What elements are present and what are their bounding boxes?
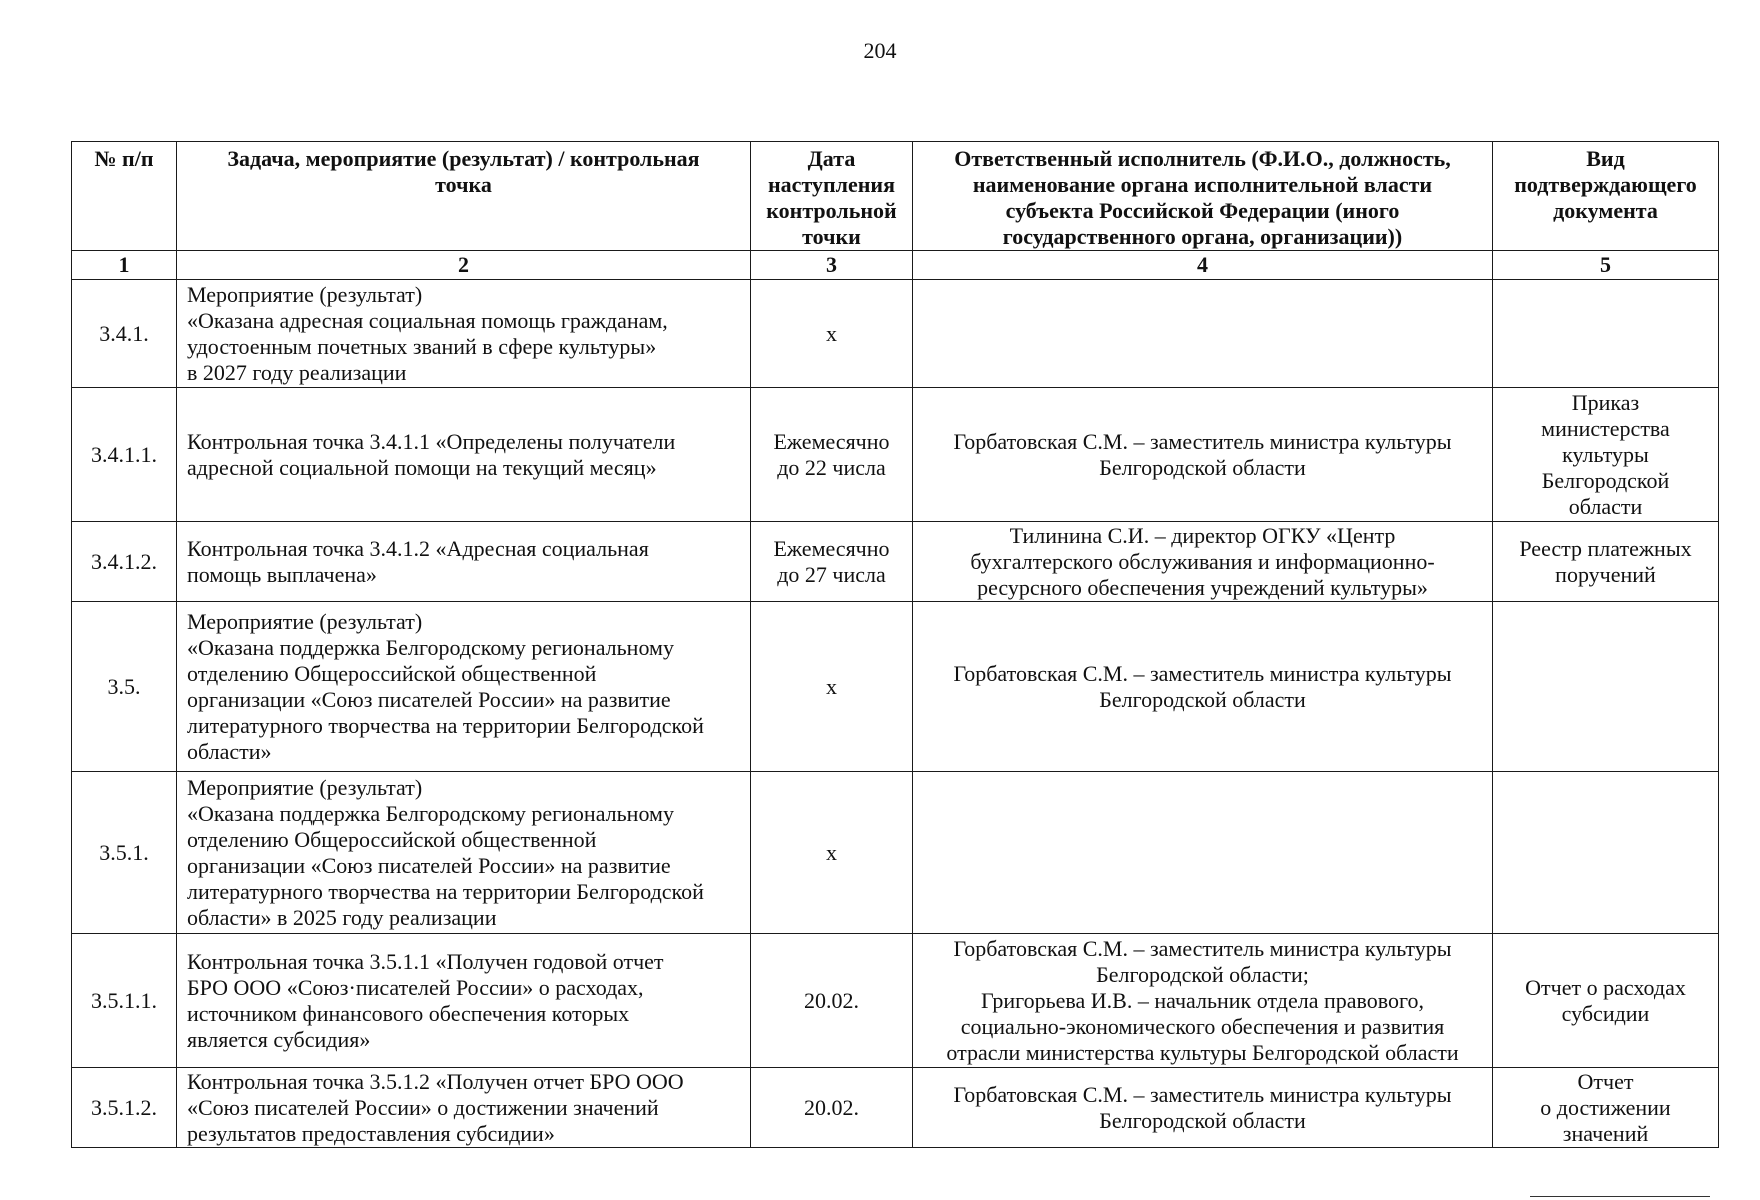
row-date: х	[751, 280, 913, 388]
row-number: 3.4.1.2.	[72, 522, 177, 602]
header-date: Дата наступления контрольной точки	[751, 142, 913, 251]
row-executor	[913, 934, 1493, 1068]
row-document-line: значений	[1562, 1120, 1649, 1146]
row-task-line: «Оказана поддержка Белгородскому региональному	[187, 634, 674, 660]
row-task	[177, 280, 751, 388]
table-body	[72, 280, 1719, 1148]
row-task-line: адресной социальной помощи на текущий месяц»	[187, 454, 657, 480]
row-task-line: Контрольная точка 3.4.1.2 «Адресная социальная	[187, 535, 649, 561]
row-document-line: области	[1568, 493, 1643, 519]
row-task-line: источником финансового обеспечения которых	[187, 1000, 630, 1026]
header-task: Задача, мероприятие (результат) / контрольная точка	[177, 142, 751, 251]
row-number: 3.4.1.	[72, 280, 177, 388]
row-executor	[913, 280, 1493, 388]
row-date: 20.02.	[751, 934, 913, 1068]
table-row	[72, 1068, 1719, 1148]
row-executor	[913, 602, 1493, 772]
table-row	[72, 522, 1719, 602]
row-task-line: «Оказана поддержка Белгородскому региональному	[187, 800, 674, 826]
row-executor-line: Горбатовская С.М. – заместитель министра культуры	[953, 935, 1452, 961]
row-number: 3.5.1.1.	[72, 934, 177, 1068]
row-date-line: Ежемесячно	[773, 535, 890, 561]
page-number: 204	[863, 38, 897, 63]
row-task	[177, 388, 751, 522]
row-task-line: удостоенным почетных званий в сфере культуры»	[187, 333, 657, 359]
row-number: 3.4.1.1.	[72, 388, 177, 522]
row-document-line: Белгородской	[1541, 467, 1670, 493]
row-task-line: Контрольная точка 3.5.1.1 «Получен годовой отчет	[187, 948, 664, 974]
row-document	[1493, 522, 1719, 602]
row-task	[177, 1068, 751, 1148]
row-task-line: «Союз писателей России» о достижении значений	[187, 1094, 659, 1120]
row-executor-line: бухгалтерского обслуживания и информационно-	[970, 548, 1435, 574]
row-task-line: «Оказана адресная социальная помощь гражданам,	[187, 307, 668, 333]
header-number: № п/п	[72, 142, 177, 251]
row-executor-line: Горбатовская С.М. – заместитель министра культуры	[953, 660, 1452, 686]
row-task-line: в 2027 году реализации	[187, 359, 407, 385]
row-date-line: до 22 числа	[777, 454, 886, 480]
row-executor-line: ресурсного обеспечения учреждений культуры»	[977, 574, 1428, 600]
row-executor-line: Горбатовская С.М. – заместитель министра культуры	[953, 1081, 1452, 1107]
row-date: 20.02.	[751, 1068, 913, 1148]
row-task-line: результатов предоставления субсидии»	[187, 1120, 555, 1146]
row-executor	[913, 1068, 1493, 1148]
row-task-line: Мероприятие (результат)	[187, 281, 423, 307]
row-document-line: Отчет о расходах	[1525, 974, 1686, 1000]
corner-stroke	[1530, 1196, 1710, 1197]
row-executor-line: отрасли министерства культуры Белгородской области	[946, 1039, 1459, 1065]
row-document	[1493, 772, 1719, 934]
row-document-line: поручений	[1555, 561, 1656, 587]
row-document-line: субсидии	[1561, 1000, 1650, 1026]
row-document-line: о достижении	[1540, 1094, 1671, 1120]
row-executor	[913, 772, 1493, 934]
column-number: 4	[913, 251, 1493, 280]
row-document	[1493, 602, 1719, 772]
row-task-line: отделению Общероссийской общественной	[187, 826, 597, 852]
row-executor-line: Тилинина С.И. – директор ОГКУ «Центр	[1009, 522, 1396, 548]
row-executor-line: Белгородской области	[1099, 454, 1306, 480]
row-document	[1493, 1068, 1719, 1148]
row-date	[751, 522, 913, 602]
row-date: х	[751, 602, 913, 772]
row-date: х	[751, 772, 913, 934]
table-row	[72, 934, 1719, 1068]
row-task	[177, 934, 751, 1068]
row-task-line: отделению Общероссийской общественной	[187, 660, 597, 686]
row-task-line: области»	[187, 738, 272, 764]
row-task	[177, 602, 751, 772]
table-header-row	[72, 142, 1719, 251]
row-document	[1493, 280, 1719, 388]
row-task-line: помощь выплачена»	[187, 561, 377, 587]
row-executor-line: Григорьева И.В. – начальник отдела правового,	[981, 987, 1424, 1013]
control-points-table	[71, 141, 1719, 1148]
column-number: 1	[72, 251, 177, 280]
row-executor-line: социально-экономического обеспечения и развития	[960, 1013, 1445, 1039]
row-executor	[913, 388, 1493, 522]
row-document-line: Приказ	[1571, 389, 1640, 415]
row-task-line: является субсидия»	[187, 1026, 371, 1052]
row-task-line: БРО ООО «Союз·писателей России» о расходах,	[187, 974, 644, 1000]
row-date-line: до 27 числа	[777, 561, 886, 587]
row-task-line: Контрольная точка 3.5.1.2 «Получен отчет БРО ООО	[187, 1068, 684, 1094]
header-executor: Ответственный исполнитель (Ф.И.О., должность, наименование органа исполнительной власти субъекта Российской Федерации (иного государственного органа, организации))	[913, 142, 1493, 251]
row-executor-line: Горбатовская С.М. – заместитель министра культуры	[953, 428, 1452, 454]
row-task-line: литературного творчества на территории Белгородской	[187, 878, 704, 904]
row-number: 3.5.1.2.	[72, 1068, 177, 1148]
row-document-line: министерства	[1541, 415, 1670, 441]
row-task-line: Контрольная точка 3.4.1.1 «Определены получатели	[187, 428, 676, 454]
column-number: 3	[751, 251, 913, 280]
row-executor-line: Белгородской области	[1099, 686, 1306, 712]
row-executor-line: Белгородской области;	[1096, 961, 1309, 987]
row-number: 3.5.1.	[72, 772, 177, 934]
row-task-line: организации «Союз писателей России» на развитие	[187, 686, 671, 712]
row-document	[1493, 934, 1719, 1068]
row-document-line: Реестр платежных	[1519, 535, 1692, 561]
table-row	[72, 772, 1719, 934]
row-document	[1493, 388, 1719, 522]
table-row	[72, 388, 1719, 522]
row-executor	[913, 522, 1493, 602]
row-task-line: литературного творчества на территории Белгородской	[187, 712, 704, 738]
column-number: 2	[177, 251, 751, 280]
row-date-line: Ежемесячно	[773, 428, 890, 454]
table-row	[72, 280, 1719, 388]
row-task-line: организации «Союз писателей России» на развитие	[187, 852, 671, 878]
row-executor-line: Белгородской области	[1099, 1107, 1306, 1133]
row-number: 3.5.	[72, 602, 177, 772]
row-task-line: области» в 2025 году реализации	[187, 904, 497, 930]
header-document: Вид подтверждающего документа	[1493, 142, 1719, 251]
column-number: 5	[1493, 251, 1719, 280]
row-task	[177, 522, 751, 602]
row-date	[751, 388, 913, 522]
row-task-line: Мероприятие (результат)	[187, 608, 423, 634]
row-document-line: культуры	[1562, 441, 1649, 467]
row-document-line: Отчет	[1577, 1068, 1634, 1094]
table-row	[72, 602, 1719, 772]
column-numbers-row	[72, 251, 1719, 280]
row-task-line: Мероприятие (результат)	[187, 774, 423, 800]
row-task	[177, 772, 751, 934]
